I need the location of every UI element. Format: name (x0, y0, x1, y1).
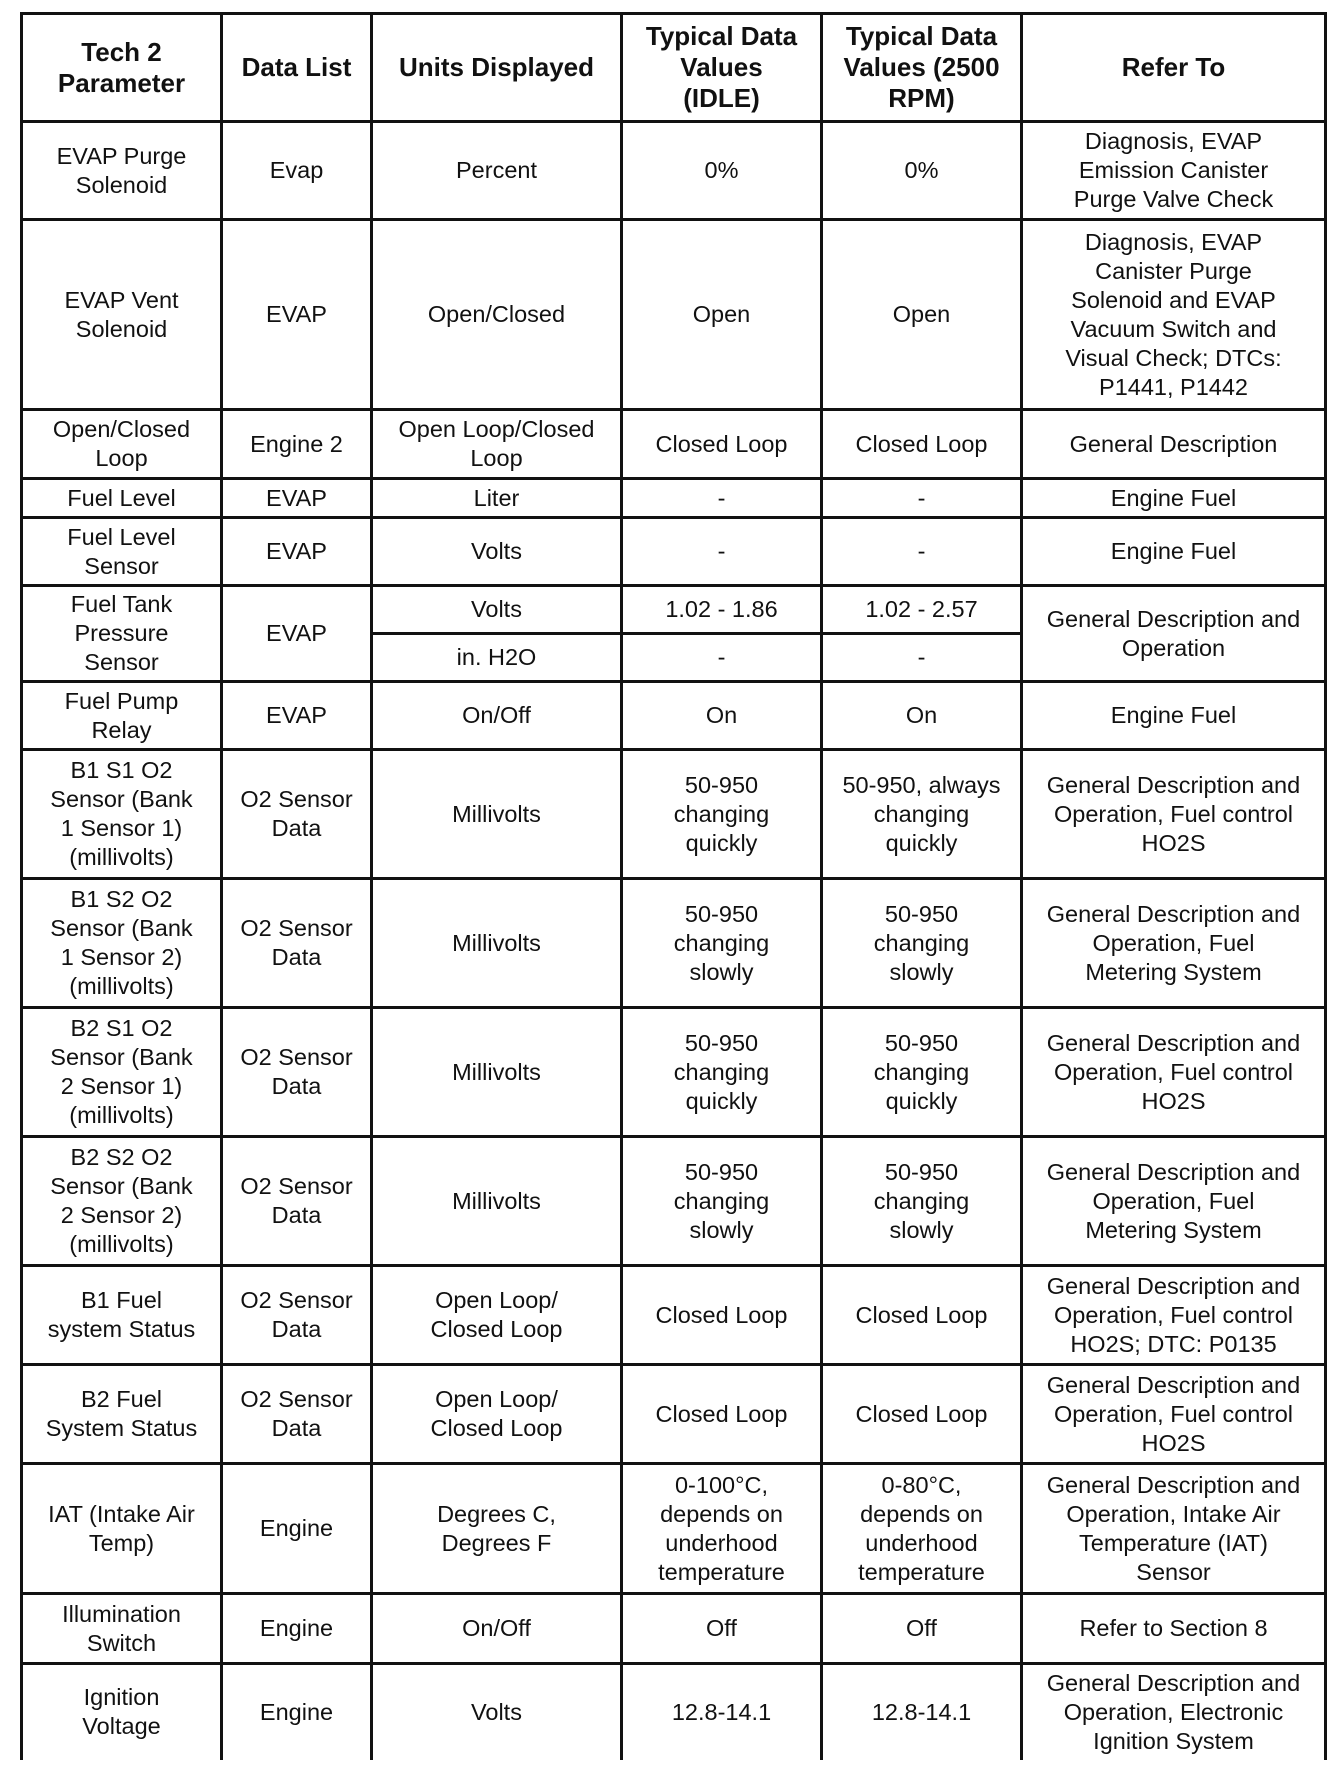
cell-rpm-value: Open (822, 220, 1022, 410)
cell-parameter: Illumination Switch (22, 1594, 222, 1664)
header-data-list: Data List (222, 14, 372, 122)
table-row (22, 1365, 1326, 1464)
table-row (22, 1008, 1326, 1137)
cell-data-list: EVAP (222, 220, 372, 410)
cell-rpm-value: Closed Loop (822, 1266, 1022, 1365)
cell-units: Millivolts (372, 1008, 622, 1137)
cell-refer-to: General Description and Operation, Electronic Ignition System (1022, 1664, 1326, 1760)
table-row (22, 479, 1326, 518)
cell-parameter: B1 S1 O2 Sensor (Bank 1 Sensor 1) (millivolts) (22, 750, 222, 879)
cell-rpm-value: Closed Loop (822, 410, 1022, 479)
cell-rpm-value: 50-950 changing quickly (822, 1008, 1022, 1137)
cell-data-list: EVAP (222, 586, 372, 682)
cell-idle-value: On (622, 682, 822, 750)
cell-parameter: B2 Fuel System Status (22, 1365, 222, 1464)
cell-rpm-value: 0% (822, 122, 1022, 220)
cell-units: Millivolts (372, 879, 622, 1008)
cell-refer-to: General Description and Operation (1022, 586, 1326, 682)
cell-rpm-value: 0-80°C, depends on underhood temperature (822, 1464, 1022, 1594)
cell-data-list: EVAP (222, 682, 372, 750)
cell-rpm-value: - (822, 479, 1022, 518)
cell-rpm-value: 1.02 - 2.57 (822, 586, 1022, 634)
cell-refer-to: General Description and Operation, Fuel control HO2S; DTC: P0135 (1022, 1266, 1326, 1365)
cell-units: Liter (372, 479, 622, 518)
cell-idle-value: Closed Loop (622, 1266, 822, 1365)
cell-parameter: Fuel Tank Pressure Sensor (22, 586, 222, 682)
cell-refer-to: Diagnosis, EVAP Emission Canister Purge Valve Check (1022, 122, 1326, 220)
cell-data-list: Evap (222, 122, 372, 220)
cell-refer-to: Engine Fuel (1022, 682, 1326, 750)
cell-rpm-value: 12.8-14.1 (822, 1664, 1022, 1760)
cell-parameter: Ignition Voltage (22, 1664, 222, 1760)
cell-idle-value: Closed Loop (622, 1365, 822, 1464)
table-row (22, 122, 1326, 220)
cell-refer-to: Engine Fuel (1022, 479, 1326, 518)
cell-parameter: EVAP Vent Solenoid (22, 220, 222, 410)
cell-rpm-value: 50-950 changing slowly (822, 879, 1022, 1008)
cell-idle-value: - (622, 518, 822, 586)
cell-units: in. H2O (372, 634, 622, 682)
table-row (22, 1137, 1326, 1266)
table-row (22, 750, 1326, 879)
cell-idle-value: 50-950 changing slowly (622, 879, 822, 1008)
cell-parameter: B2 S2 O2 Sensor (Bank 2 Sensor 2) (millivolts) (22, 1137, 222, 1266)
header-units-displayed: Units Displayed (372, 14, 622, 122)
cell-rpm-value: On (822, 682, 1022, 750)
cell-units: Open Loop/ Closed Loop (372, 1365, 622, 1464)
cell-units: Degrees C, Degrees F (372, 1464, 622, 1594)
cell-idle-value: 12.8-14.1 (622, 1664, 822, 1760)
cell-data-list: O2 Sensor Data (222, 1365, 372, 1464)
cell-units: On/Off (372, 1594, 622, 1664)
cell-parameter: IAT (Intake Air Temp) (22, 1464, 222, 1594)
cell-refer-to: General Description and Operation, Fuel control HO2S (1022, 1365, 1326, 1464)
cell-data-list: O2 Sensor Data (222, 1137, 372, 1266)
cell-idle-value: - (622, 634, 822, 682)
cell-data-list: O2 Sensor Data (222, 1008, 372, 1137)
cell-refer-to: General Description (1022, 410, 1326, 479)
cell-idle-value: - (622, 479, 822, 518)
cell-rpm-value: - (822, 518, 1022, 586)
cell-idle-value: Closed Loop (622, 410, 822, 479)
cell-parameter: Fuel Pump Relay (22, 682, 222, 750)
cell-data-list: O2 Sensor Data (222, 879, 372, 1008)
header-tech2-parameter: Tech 2 Parameter (22, 14, 222, 122)
table-row (22, 1266, 1326, 1365)
cell-units: On/Off (372, 682, 622, 750)
cell-rpm-value: Off (822, 1594, 1022, 1664)
cell-rpm-value: 50-950, always changing quickly (822, 750, 1022, 879)
cell-refer-to: Engine Fuel (1022, 518, 1326, 586)
cell-units: Volts (372, 518, 622, 586)
cell-data-list: EVAP (222, 518, 372, 586)
cell-parameter: B1 Fuel system Status (22, 1266, 222, 1365)
cell-data-list: Engine (222, 1464, 372, 1594)
table-row (22, 1464, 1326, 1594)
cell-idle-value: 50-950 changing quickly (622, 750, 822, 879)
table-header-row (22, 14, 1326, 122)
cell-rpm-value: 50-950 changing slowly (822, 1137, 1022, 1266)
cell-parameter: EVAP Purge Solenoid (22, 122, 222, 220)
cell-parameter: B1 S2 O2 Sensor (Bank 1 Sensor 2) (millivolts) (22, 879, 222, 1008)
table-row (22, 1664, 1326, 1760)
cell-units: Volts (372, 586, 622, 634)
cell-idle-value: Open (622, 220, 822, 410)
table-row (22, 220, 1326, 410)
cell-idle-value: 0% (622, 122, 822, 220)
cell-data-list: O2 Sensor Data (222, 1266, 372, 1365)
header-typical-idle: Typical Data Values (IDLE) (622, 14, 822, 122)
cell-units: Open Loop/Closed Loop (372, 410, 622, 479)
cell-refer-to: Refer to Section 8 (1022, 1594, 1326, 1664)
cell-refer-to: General Description and Operation, Fuel control HO2S (1022, 1008, 1326, 1137)
cell-rpm-value: Closed Loop (822, 1365, 1022, 1464)
table-row (22, 518, 1326, 586)
cell-units: Volts (372, 1664, 622, 1760)
cell-refer-to: General Description and Operation, Fuel control HO2S (1022, 750, 1326, 879)
table-row (22, 1594, 1326, 1664)
cell-refer-to: General Description and Operation, Intake Air Temperature (IAT) Sensor (1022, 1464, 1326, 1594)
cell-idle-value: 50-950 changing quickly (622, 1008, 822, 1137)
cell-data-list: Engine 2 (222, 410, 372, 479)
table-row (22, 879, 1326, 1008)
cell-idle-value: 0-100°C, depends on underhood temperature (622, 1464, 822, 1594)
tech2-parameter-table (20, 12, 1327, 1760)
header-refer-to: Refer To (1022, 14, 1326, 122)
cell-data-list: Engine (222, 1664, 372, 1760)
cell-idle-value: 50-950 changing slowly (622, 1137, 822, 1266)
cell-parameter: Open/Closed Loop (22, 410, 222, 479)
cell-units: Millivolts (372, 1137, 622, 1266)
cell-rpm-value: - (822, 634, 1022, 682)
cell-refer-to: Diagnosis, EVAP Canister Purge Solenoid and EVAP Vacuum Switch and Visual Check; DTCs: P1441, P1442 (1022, 220, 1326, 410)
cell-data-list: Engine (222, 1594, 372, 1664)
cell-units: Millivolts (372, 750, 622, 879)
cell-data-list: EVAP (222, 479, 372, 518)
cell-parameter: Fuel Level (22, 479, 222, 518)
cell-idle-value: 1.02 - 1.86 (622, 586, 822, 634)
cell-refer-to: General Description and Operation, Fuel Metering System (1022, 1137, 1326, 1266)
cell-data-list: O2 Sensor Data (222, 750, 372, 879)
header-typical-2500rpm: Typical Data Values (2500 RPM) (822, 14, 1022, 122)
table-row (22, 682, 1326, 750)
table-row (22, 586, 1326, 634)
cell-units: Open Loop/ Closed Loop (372, 1266, 622, 1365)
cell-idle-value: Off (622, 1594, 822, 1664)
cell-units: Percent (372, 122, 622, 220)
cell-units: Open/Closed (372, 220, 622, 410)
cell-parameter: B2 S1 O2 Sensor (Bank 2 Sensor 1) (millivolts) (22, 1008, 222, 1137)
cell-refer-to: General Description and Operation, Fuel Metering System (1022, 879, 1326, 1008)
table-row (22, 410, 1326, 479)
cell-parameter: Fuel Level Sensor (22, 518, 222, 586)
